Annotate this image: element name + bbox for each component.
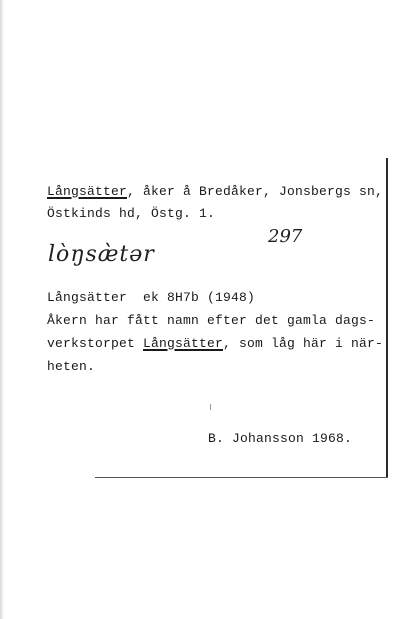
signature: B. Johansson 1968. bbox=[208, 431, 353, 446]
header-line-1 bbox=[47, 184, 383, 200]
header-line-2: Östkinds hd, Östg. 1. bbox=[47, 206, 216, 221]
body-line-2 bbox=[47, 336, 383, 352]
body-line-3: heten. bbox=[47, 359, 96, 374]
body-place-name: Långsätter bbox=[143, 336, 224, 351]
phonetic-transcription: lòŋsæ̀tər bbox=[48, 242, 155, 267]
card-right-border bbox=[386, 158, 388, 478]
card-bottom-border bbox=[95, 477, 388, 478]
body-line-1: Åkern har fått namn efter det gamla dags- bbox=[47, 313, 376, 328]
card-number: 297 bbox=[268, 226, 303, 247]
pencil-mark bbox=[210, 404, 211, 410]
body-line-2-start: verkstorpet bbox=[47, 336, 144, 351]
source-reference: Långsätter ek 8H7b (1948) bbox=[47, 290, 256, 305]
body-line-2-end: , som låg här i när- bbox=[223, 336, 384, 351]
scan-edge-shadow bbox=[0, 0, 4, 619]
headword: Långsätter bbox=[47, 184, 128, 199]
location-text: , åker å Bredåker, Jonsbergs sn, bbox=[127, 184, 384, 199]
